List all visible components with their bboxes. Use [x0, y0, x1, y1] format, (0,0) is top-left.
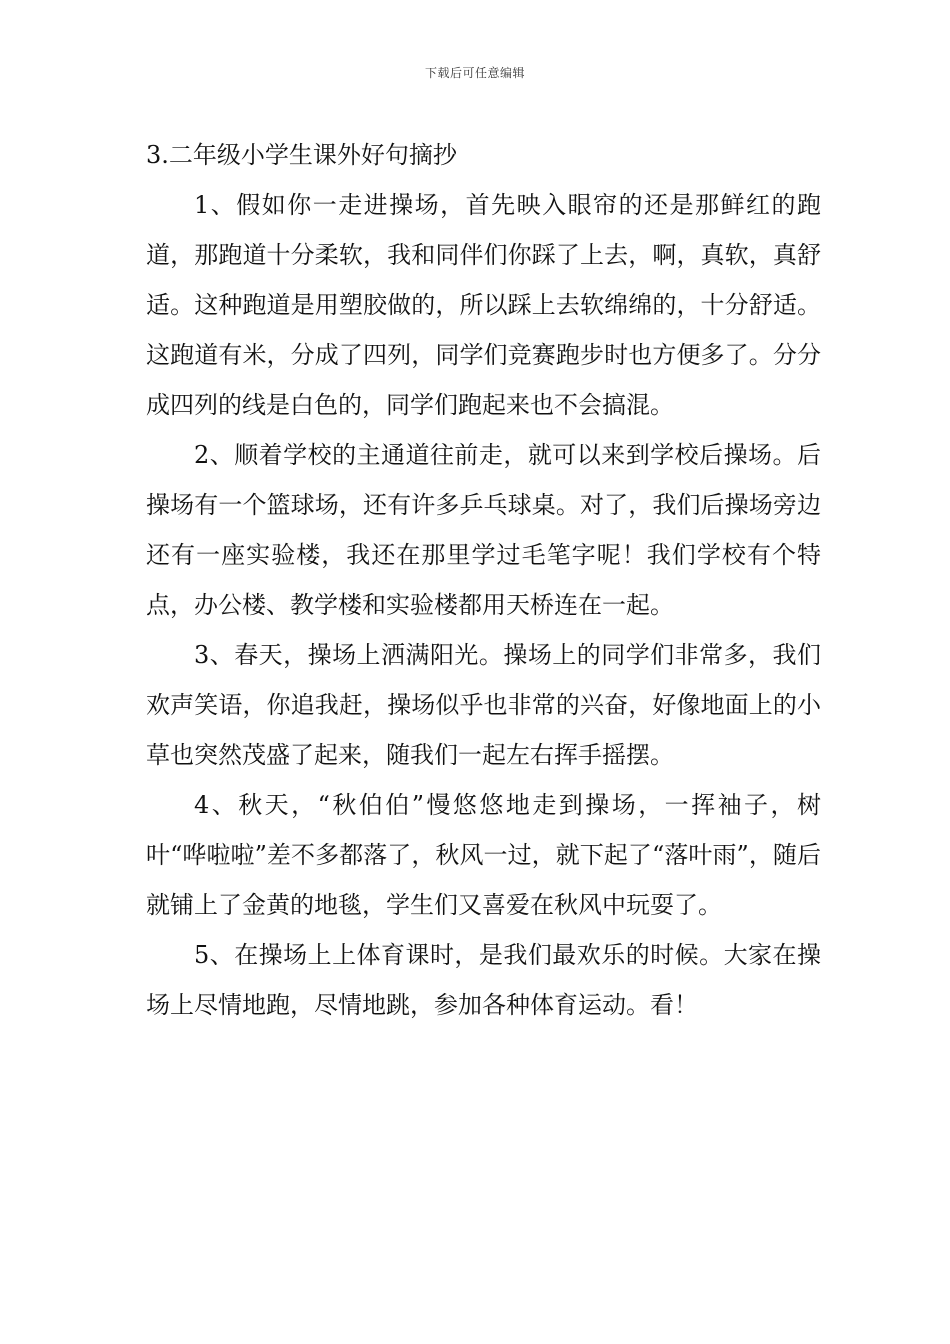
paragraph-2: 2、顺着学校的主通道往前走，就可以来到学校后操场。后操场有一个篮球场，还有许多乒乓球桌。对了，我们后操场旁边还有一座实验楼，我还在那里学过毛笔字呢！我们学校有个特点，办公楼、教学楼和实验楼都用天桥连在一起。: [146, 441, 821, 619]
paragraph-4: 4、秋天，“秋伯伯”慢悠悠地走到操场，一挥袖子，树叶“哗啦啦”差不多都落了，秋风一过，就下起了“落叶雨”，随后就铺上了金黄的地毯，学生们又喜爱在秋风中玩耍了。: [146, 791, 821, 919]
paragraph-1: 1、假如你一走进操场，首先映入眼帘的还是那鲜红的跑道，那跑道十分柔软，我和同伴们你踩了上去，啊，真软，真舒适。这种跑道是用塑胶做的，所以踩上去软绵绵的，十分舒适。这跑道有米，分成了四列，同学们竞赛跑步时也方便多了。分分成四列的线是白色的，同学们跑起来也不会搞混。: [146, 191, 821, 419]
paragraph-3: 3、春天，操场上洒满阳光。操场上的同学们非常多，我们欢声笑语，你追我赶，操场似乎也非常的兴奋，好像地面上的小草也突然茂盛了起来，随我们一起左右挥手摇摆。: [146, 641, 821, 769]
page-header-note: 下载后可任意编辑: [424, 66, 525, 80]
document-body: [146, 130, 821, 1030]
paragraph-5: 5、在操场上上体育课时，是我们最欢乐的时候。大家在操场上尽情地跑，尽情地跳，参加各种体育运动。看！: [146, 941, 821, 1019]
document-title: 3.二年级小学生课外好句摘抄: [146, 141, 457, 169]
